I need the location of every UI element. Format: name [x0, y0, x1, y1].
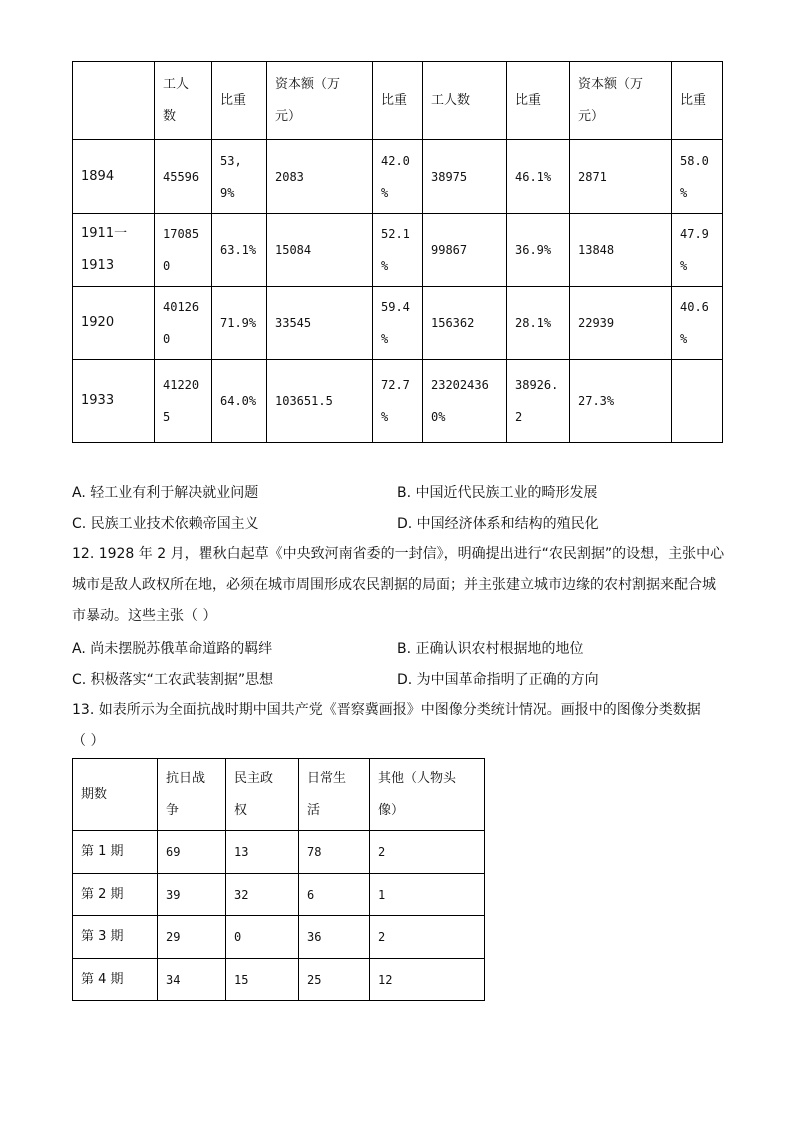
table-header-row — [73, 759, 485, 831]
q12-stem — [72, 539, 725, 632]
q11-option-a: A. 轻工业有利于解决就业问题 — [72, 485, 259, 501]
table-cell: 58.0 % — [672, 140, 723, 214]
table-cell: 0 — [226, 916, 299, 959]
table-cell: 第 4 期 — [73, 959, 158, 1001]
q11-option-d: D. 中国经济体系和结构的殖民化 — [397, 516, 599, 532]
q12-option-b: B. 正确认识农村根据地的地位 — [397, 641, 584, 657]
header-cell: 抗日战 争 — [158, 759, 226, 831]
table-cell: 45596 — [155, 140, 212, 214]
table-cell: 第 2 期 — [73, 874, 158, 916]
table-row — [73, 140, 723, 214]
q12-option-c: C. 积极落实“工农武装割据”思想 — [72, 672, 274, 688]
table-row — [73, 360, 723, 443]
q13-line: （ ） — [72, 733, 105, 749]
table-row — [73, 874, 485, 916]
table-cell: 59.4 % — [373, 287, 423, 360]
table-row — [73, 959, 485, 1001]
table-cell: 34 — [158, 959, 226, 1001]
table-cell: 69 — [158, 831, 226, 874]
q13-stem — [72, 695, 722, 757]
table-cell: 15084 — [267, 214, 373, 287]
table-cell: 42.0 % — [373, 140, 423, 214]
header-cell: 工人 数 — [155, 62, 212, 140]
table-cell: 40.6 % — [672, 287, 723, 360]
q11-option-c: C. 民族工业技术依赖帝国主义 — [72, 516, 259, 532]
table-cell: 1911一 1913 — [73, 214, 155, 287]
q12-line: 城市是敌人政权所在地，必须在城市周围形成农民割据的局面；并主张建立城市边缘的农村割据来配合城 — [72, 577, 716, 593]
table-cell: 2871 — [570, 140, 672, 214]
table-cell: 99867 — [423, 214, 507, 287]
table-cell: 41220 5 — [155, 360, 212, 443]
table-row — [73, 831, 485, 874]
q12-line: 市暴动。这些主张（ ） — [72, 608, 217, 624]
header-cell: 比重 — [373, 62, 423, 140]
q12-option-a: A. 尚未摆脱苏俄革命道路的羁绊 — [72, 641, 273, 657]
header-cell: 期数 — [73, 759, 158, 831]
table-cell: 22939 — [570, 287, 672, 360]
table-cell: 47.9 % — [672, 214, 723, 287]
table-cell: 32 — [226, 874, 299, 916]
table-cell: 38975 — [423, 140, 507, 214]
header-cell: 比重 — [212, 62, 267, 140]
industry-statistics-table — [72, 61, 723, 443]
table-cell: 78 — [299, 831, 370, 874]
table-cell: 2 — [370, 916, 485, 959]
table-cell: 46.1% — [507, 140, 570, 214]
table-cell: 第 1 期 — [73, 831, 158, 874]
table-cell: 63.1% — [212, 214, 267, 287]
table-row — [73, 214, 723, 287]
header-cell: 日常生 活 — [299, 759, 370, 831]
table-cell: 38926. 2 — [507, 360, 570, 443]
table-cell: 36.9% — [507, 214, 570, 287]
table-cell: 52.1 % — [373, 214, 423, 287]
table-cell: 1894 — [73, 140, 155, 214]
header-cell: 比重 — [672, 62, 723, 140]
table-cell: 15 — [226, 959, 299, 1001]
table-cell: 64.0% — [212, 360, 267, 443]
table-cell: 1933 — [73, 360, 155, 443]
table-cell: 39 — [158, 874, 226, 916]
table-cell: 40126 0 — [155, 287, 212, 360]
table-cell: 13848 — [570, 214, 672, 287]
table-cell: 6 — [299, 874, 370, 916]
header-cell — [73, 62, 155, 140]
table-cell: 1 — [370, 874, 485, 916]
table-cell: 33545 — [267, 287, 373, 360]
table-cell: 第 3 期 — [73, 916, 158, 959]
pictorial-classification-table — [72, 758, 485, 1001]
table-cell: 2083 — [267, 140, 373, 214]
q12-option-d: D. 为中国革命指明了正确的方向 — [397, 672, 599, 688]
table-row — [73, 287, 723, 360]
header-cell: 比重 — [507, 62, 570, 140]
table-header-row — [73, 62, 723, 140]
header-cell: 其他（人物头 像） — [370, 759, 485, 831]
table-cell: 25 — [299, 959, 370, 1001]
table-cell: 29 — [158, 916, 226, 959]
table-cell: 36 — [299, 916, 370, 959]
header-cell: 资本额（万 元） — [570, 62, 672, 140]
header-cell: 工人数 — [423, 62, 507, 140]
table-row — [73, 916, 485, 959]
q13-line: 13. 如表所示为全面抗战时期中国共产党《晋察冀画报》中图像分类统计情况。画报中的图像分类数据 — [72, 702, 701, 718]
header-cell: 资本额（万 元） — [267, 62, 373, 140]
table-cell: 71.9% — [212, 287, 267, 360]
table-cell: 12 — [370, 959, 485, 1001]
table-cell: 1920 — [73, 287, 155, 360]
table-cell: 72.7 % — [373, 360, 423, 443]
table-cell: 17085 0 — [155, 214, 212, 287]
table-cell: 23202436 0% — [423, 360, 507, 443]
table-cell: 53, 9% — [212, 140, 267, 214]
table-cell: 156362 — [423, 287, 507, 360]
table-cell: 13 — [226, 831, 299, 874]
table-cell: 28.1% — [507, 287, 570, 360]
q11-option-b: B. 中国近代民族工业的畸形发展 — [397, 485, 598, 501]
table-cell: 2 — [370, 831, 485, 874]
table-cell: 103651.5 — [267, 360, 373, 443]
table-cell — [672, 360, 723, 443]
header-cell: 民主政 权 — [226, 759, 299, 831]
table-cell: 27.3% — [570, 360, 672, 443]
q12-line: 12. 1928 年 2 月，瞿秋白起草《中央致河南省委的一封信》，明确提出进行“农民割据”的设想，主张中心 — [72, 546, 725, 562]
